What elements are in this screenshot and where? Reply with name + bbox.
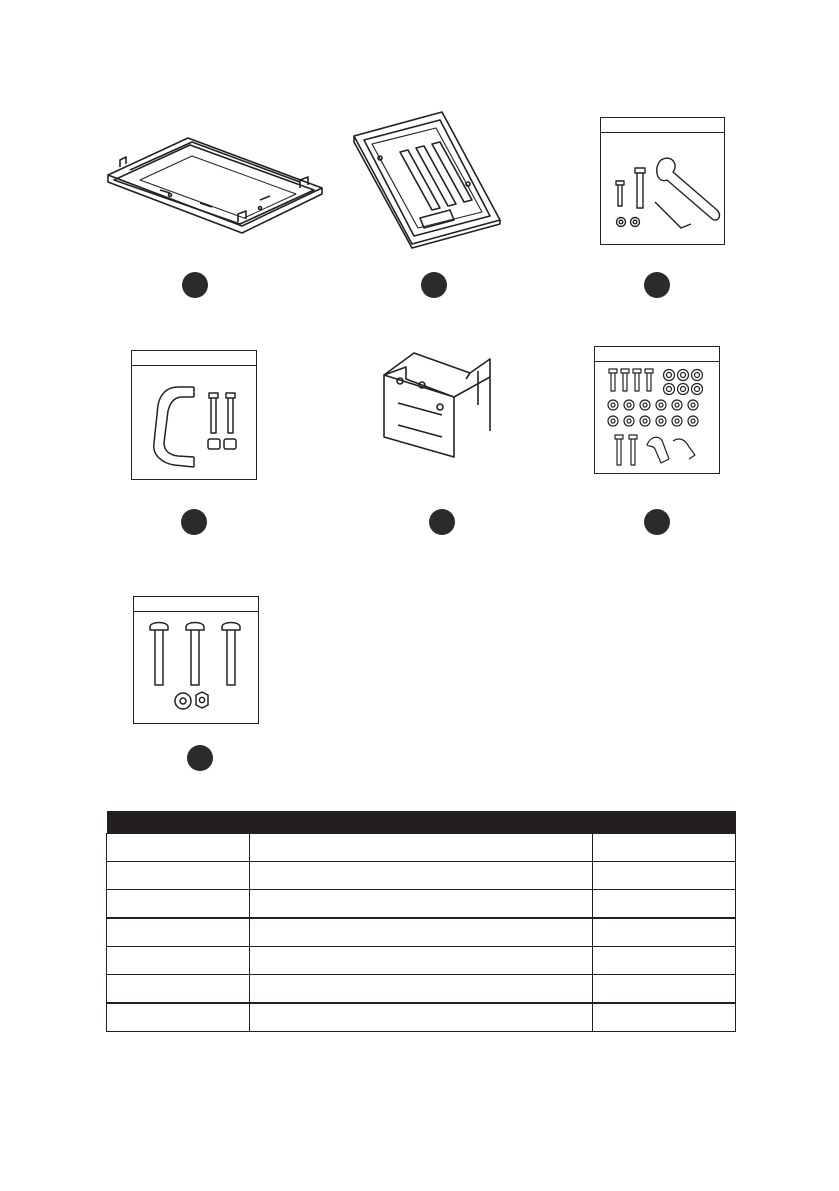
table-cell: [107, 1003, 250, 1032]
table-row: [107, 1003, 736, 1032]
table-cell: [250, 889, 593, 918]
part-marker-2: [421, 272, 447, 298]
table-cell: [250, 834, 593, 862]
table-cell: [107, 946, 250, 974]
table-cell: [593, 834, 736, 862]
table-row: [107, 974, 736, 1003]
mounting-bracket-icon: [378, 345, 496, 463]
table-cell: [593, 1003, 736, 1032]
part-marker-5: [429, 509, 455, 535]
table-cell: [107, 918, 250, 947]
table-cell: [593, 889, 736, 918]
table-cell: [250, 861, 593, 889]
handle-kit-icon: [131, 350, 257, 480]
table-cell: [593, 946, 736, 974]
part-marker-4: [181, 509, 207, 535]
bolt-kit-icon: [133, 596, 259, 724]
header-cell: [250, 811, 593, 834]
hardware-kit-icon: [594, 346, 720, 474]
table-cell: [250, 946, 593, 974]
parts-table-header: [107, 811, 736, 834]
table-cell: [107, 974, 250, 1003]
table-cell: [107, 834, 250, 862]
table-row: [107, 834, 736, 862]
storage-tray-icon: [350, 108, 510, 248]
header-cell: [107, 811, 250, 834]
part-marker-6: [644, 509, 670, 535]
rail-frame-icon: [100, 130, 330, 235]
parts-table: [106, 811, 736, 1032]
part-marker-7: [187, 745, 213, 771]
part-marker-1: [182, 272, 208, 298]
table-cell: [250, 1003, 593, 1032]
table-cell: [107, 889, 250, 918]
part-marker-3: [644, 272, 670, 298]
table-cell: [107, 861, 250, 889]
table-cell: [593, 974, 736, 1003]
table-cell: [250, 918, 593, 947]
table-cell: [593, 918, 736, 947]
tool-kit-icon: [600, 117, 725, 245]
table-row: [107, 889, 736, 918]
table-row: [107, 946, 736, 974]
table-row: [107, 861, 736, 889]
table-cell: [250, 974, 593, 1003]
table-cell: [593, 861, 736, 889]
header-cell: [593, 811, 736, 834]
table-row: [107, 918, 736, 947]
